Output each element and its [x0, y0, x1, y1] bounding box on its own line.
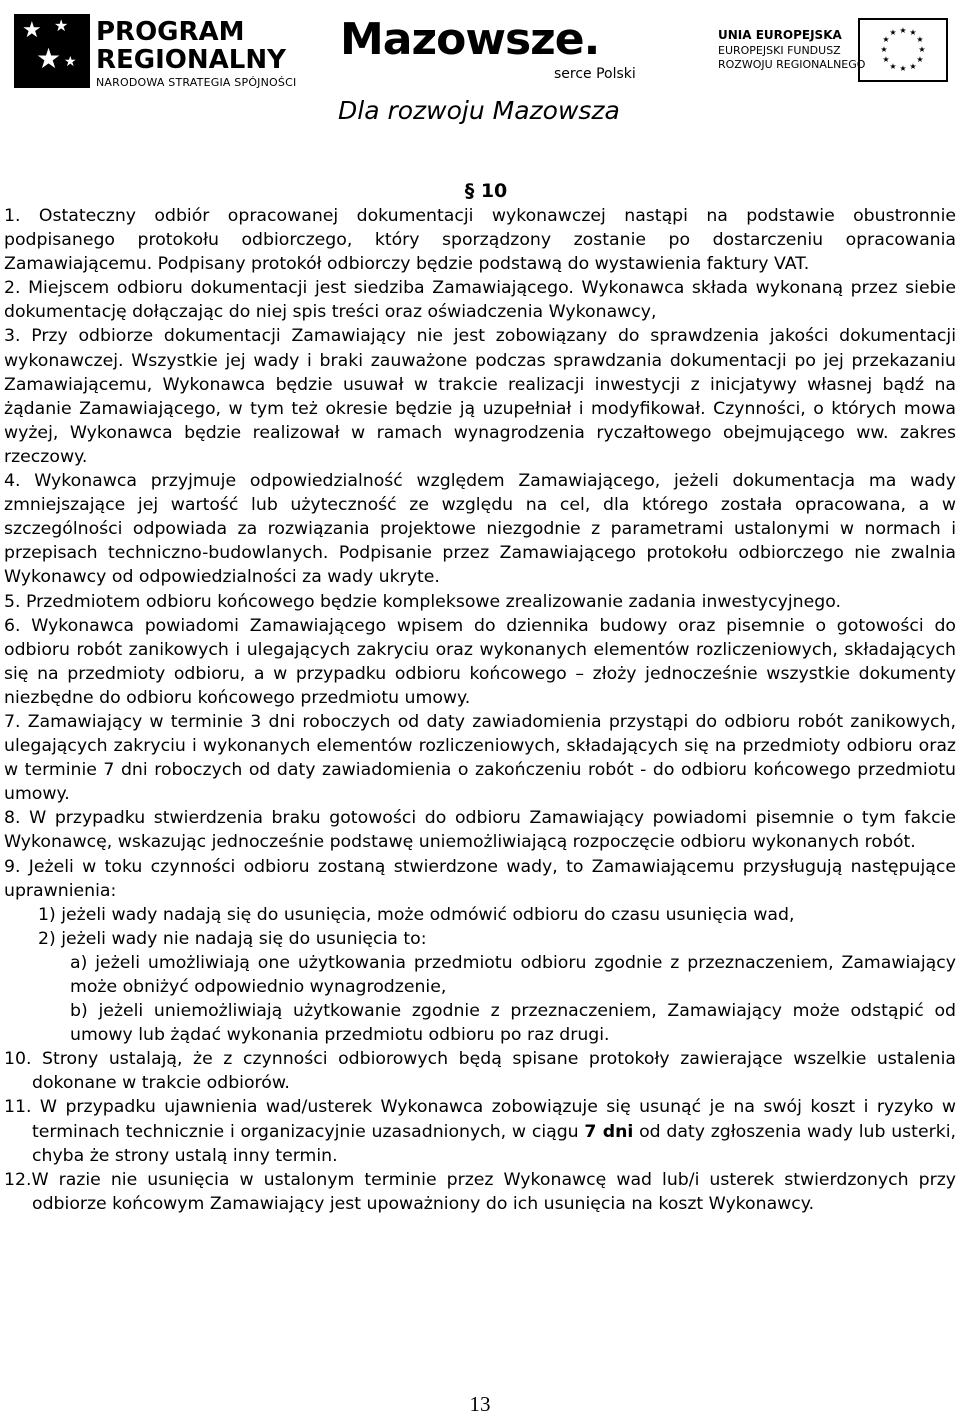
- svg-text:★: ★: [889, 28, 897, 37]
- paragraph-11-start: 11. W przypadku ujawnienia wad/usterek Wykonawca zobowiązuje się usunąć je na swój koszt i ryzyko w terminach technicznie i organizacyjnie uzasadnionych, w ciągu: [4, 1097, 956, 1142]
- program-regionalny-logo: [14, 10, 314, 90]
- paragraph-9-item-2b: b) jeżeli uniemożliwiają użytkowanie zgodnie z przeznaczeniem, Zamawiający może odstąpić od umowy lub żądać wykonania przedmiotu odbioru po raz drugi.: [70, 1001, 956, 1046]
- eu-line2: EUROPEJSKI FUNDUSZ: [718, 44, 841, 57]
- paragraph-11-end: od daty zgłoszenia wady lub usterki, chyba że strony ustalą inny termin.: [32, 1121, 957, 1166]
- paragraph-2: 2. Miejscem odbioru dokumentacji jest siedziba Zamawiającego. Wykonawca składa wykonaną przez siebie dokumentację dołączając do niej spis treści oraz oświadczenia Wykonawcy,: [4, 278, 956, 323]
- paragraph-9-item-2: 2) jeżeli wady nie nadają się do usunięcia to:: [38, 928, 427, 949]
- stars-emblem-icon: ★ ★ ★ ★: [14, 14, 90, 88]
- paragraph-9-item-1: 1) jeżeli wady nadają się do usunięcia, może odmówić odbioru do czasu usunięcia wad,: [38, 904, 795, 925]
- section-heading: § 10: [464, 180, 508, 202]
- svg-text:★: ★: [899, 64, 907, 73]
- mazowsze-word: Mazowsze.: [340, 14, 600, 65]
- paragraph-10: 10. Strony ustalają, że z czynności odbiorowych będą spisane protokoły zawierające wszelkie ustalenia dokonane w trakcie odbiorów.: [4, 1049, 956, 1094]
- paragraph-3: 3. Przy odbiorze dokumentacji Zamawiający nie jest zobowiązany do sprawdzenia jakości dokumentacji wykonawczej. Wszystkie jej wady i braki zauważone podczas sprawdzania dokumentacji po jej przekazaniu Zamawiającemu, Wykonawca będzie usuwał w trakcie realizacji inwestycji z inicjatywy własnej bądź na żądanie Zamawiającego, w tym też okresie będzie ją uzupełniał i modyfikował. Czynności, o których mowa wyżej, Wykonawca będzie realizował w ramach wynagrodzenia ryczałtowego obejmującego ww. zakres rzeczowy.: [4, 326, 956, 467]
- mazowsze-logo: [340, 10, 660, 90]
- svg-text:★: ★: [882, 35, 890, 44]
- paragraph-11-deadline: 7 dni: [584, 1121, 634, 1142]
- paragraph-1: 1. Ostateczny odbiór opracowanej dokumentacji wykonawczej nastąpi na podstawie obustronnie podpisanego protokołu odbiorczego, który sporządzony zostanie po dostarczeniu opracowania Zamawiającemu. Podpisany protokół odbiorczy będzie podstawą do wystawienia faktury VAT.: [4, 206, 956, 275]
- eu-logo: [700, 18, 950, 78]
- eu-line3: ROZWOJU REGIONALNEGO: [718, 58, 866, 71]
- eu-stars-icon: [860, 20, 946, 80]
- page-header: [0, 0, 960, 135]
- eu-line1: UNIA EUROPEJSKA: [718, 28, 842, 42]
- paragraph-6: 6. Wykonawca powiadomi Zamawiającego wpisem do dziennika budowy oraz pisemnie o gotowości do odbioru robót zanikowych i ulegających zakryciu oraz wykonanych elementów rozliczeniowych, składających się na przedmioty odbioru, a w przypadku odbioru końcowego – złoży jednocześnie wszystkie dokumenty niezbędne do odbioru końcowego przedmiotu umowy.: [4, 615, 956, 708]
- paragraph-8: 8. W przypadku stwierdzenia braku gotowości do odbioru Zamawiający powiadomi pisemnie o tym fakcie Wykonawcę, wskazując jednocześnie podstawę uniemożliwiającą rozpoczęcie odbioru wykonanych robót.: [4, 808, 956, 853]
- paragraph-5: 5. Przedmiotem odbioru końcowego będzie kompleksowe zrealizowanie zadania inwestycyjnego.: [4, 591, 841, 612]
- svg-text:★: ★: [918, 45, 926, 54]
- svg-text:★: ★: [882, 55, 890, 64]
- svg-text:★: ★: [909, 62, 917, 71]
- paragraph-9-item-2a: a) jeżeli umożliwiają one użytkowania przedmiotu odbioru zgodnie z przeznaczeniem, Zamawiający może obniżyć odpowiednio wynagrodzenie,: [70, 952, 956, 997]
- mazowsze-sub: serce Polski: [554, 66, 636, 82]
- svg-text:★: ★: [909, 28, 917, 37]
- program-line1: PROGRAM: [96, 17, 245, 47]
- svg-text:★: ★: [899, 26, 907, 35]
- paragraph-12: 12.W razie nie usunięcia w ustalonym terminie przez Wykonawcę wad lub/i usterek stwierdzonych przy odbiorze końcowym Zamawiający jest upoważniony do ich usunięcia na koszt Wykonawcy.: [4, 1169, 956, 1214]
- svg-text:★: ★: [889, 62, 897, 71]
- svg-text:★: ★: [916, 55, 924, 64]
- paragraph-11: [4, 1095, 957, 1167]
- paragraph-7: 7. Zamawiający w terminie 3 dni roboczych od daty zawiadomienia przystąpi do odbioru robót zanikowych, ulegających zakryciu i wykonanych elementów rozliczeniowych, składających się na przedmioty odbioru oraz w terminie 7 dni roboczych od daty zawiadomienia o zakończeniu robót - do odbioru końcowego przedmiotu umowy.: [4, 711, 956, 805]
- page-number: 13: [469, 1392, 491, 1416]
- svg-text:★: ★: [916, 35, 924, 44]
- document-body: [0, 178, 960, 1216]
- paragraph-4: 4. Wykonawca przyjmuje odpowiedzialność względem Zamawiającego, jeżeli dokumentacja ma wady zmniejszające jej wartość lub użyteczność ze względu na cel, dla którego została opracowana, a w szczególności odpowiada za rozwiązania projektowe niezgodnie z parametrami ustalonymi w normach i przepisach techniczno-budowlanych. Podpisanie przez Zamawiającego protokołu odbiorczego nie zwalnia Wykonawcy od odpowiedzialności za wady ukryte.: [4, 471, 956, 588]
- program-line2: REGIONALNY: [96, 45, 286, 75]
- svg-text:★: ★: [880, 45, 888, 54]
- eu-flag-icon: [858, 18, 948, 82]
- tagline: Dla rozwoju Mazowsza: [338, 96, 620, 125]
- program-line3: NARODOWA STRATEGIA SPÓJNOŚCI: [96, 76, 297, 89]
- paragraph-9: 9. Jeżeli w toku czynności odbioru zostaną stwierdzone wady, to Zamawiającemu przysługują następujące uprawnienia:: [4, 856, 956, 901]
